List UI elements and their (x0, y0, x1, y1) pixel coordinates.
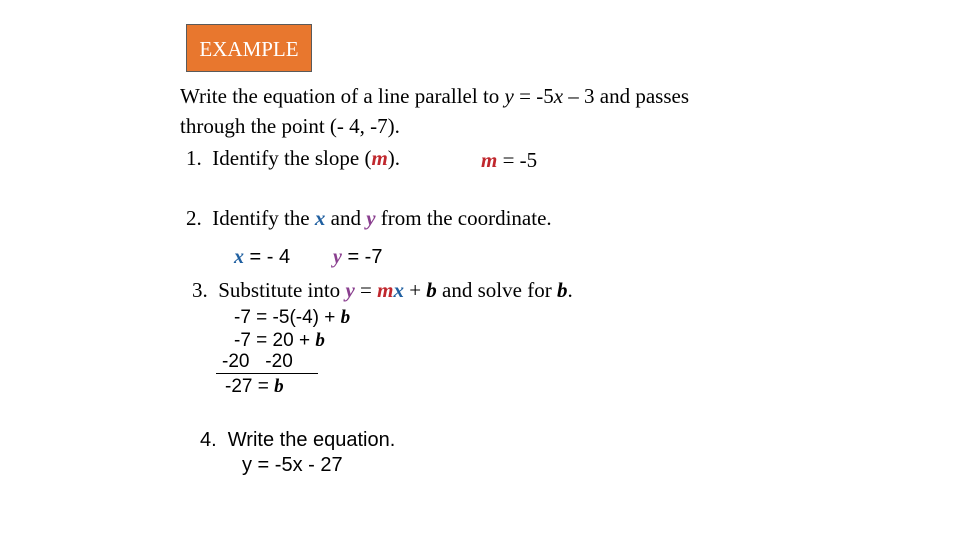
example-badge: EXAMPLE (186, 24, 312, 72)
step-2-y: y (366, 206, 376, 230)
work-line-1 (234, 307, 350, 329)
step-2 (186, 206, 552, 230)
work-line-4 (225, 376, 284, 398)
work-underline (216, 373, 318, 374)
step-1 (186, 146, 400, 170)
step-1-text-b: ). (387, 146, 401, 170)
work-line-4-var: b (274, 376, 284, 397)
step-3 (192, 278, 573, 302)
work-line-3 (222, 351, 293, 373)
y-value (333, 245, 382, 269)
work-line-4-text: -27 = (225, 376, 275, 397)
final-equation: y = -5x - 27 (242, 454, 343, 476)
x-label: x (234, 246, 244, 268)
step-4: 4. Write the equation. (200, 429, 396, 451)
step-3-text-a: 3. Substitute into (192, 278, 346, 302)
slope-answer (481, 148, 537, 172)
problem-y: y (504, 84, 514, 108)
step-3-b2: b (556, 278, 568, 302)
y-value-text: = -7 (341, 246, 383, 268)
slope-answer-m: m (481, 148, 498, 172)
problem-line-2: through the point (- 4, -7). (180, 114, 400, 138)
step-3-plus: + (403, 278, 427, 302)
problem-text-c: – 3 and passes (563, 84, 690, 108)
slope-answer-value: = -5 (497, 148, 538, 172)
step-2-text-a: 2. Identify the (186, 206, 315, 230)
y-label: y (333, 246, 342, 268)
work-line-1-text: -7 = -5(-4) + (234, 307, 341, 328)
work-line-2-text: -7 = 20 + (234, 330, 316, 351)
step-1-m: m (371, 146, 388, 170)
work-line-3-text: -20 -20 (222, 351, 293, 372)
step-2-x: x (314, 206, 326, 230)
step-1-text-a: 1. Identify the slope ( (186, 146, 372, 170)
step-3-dot: . (567, 278, 573, 302)
problem-x: x (553, 84, 564, 108)
step-3-b: b (426, 278, 437, 302)
step-3-eq: = (354, 278, 378, 302)
step-2-and: and (325, 206, 367, 230)
step-3-x: x (393, 278, 404, 302)
work-line-2 (234, 330, 325, 352)
x-value-text: = - 4 (244, 246, 291, 268)
step-3-text-b: and solve for (436, 278, 557, 302)
step-3-m: m (377, 278, 394, 302)
problem-text-a: Write the equation of a line parallel to (180, 84, 505, 108)
work-line-1-var: b (340, 307, 351, 328)
problem-line-1 (180, 84, 689, 108)
step-3-y: y (345, 278, 355, 302)
problem-text-b: = -5 (513, 84, 554, 108)
x-value (234, 245, 290, 269)
step-2-text-b: from the coordinate. (375, 206, 552, 230)
work-line-2-var: b (315, 330, 325, 351)
